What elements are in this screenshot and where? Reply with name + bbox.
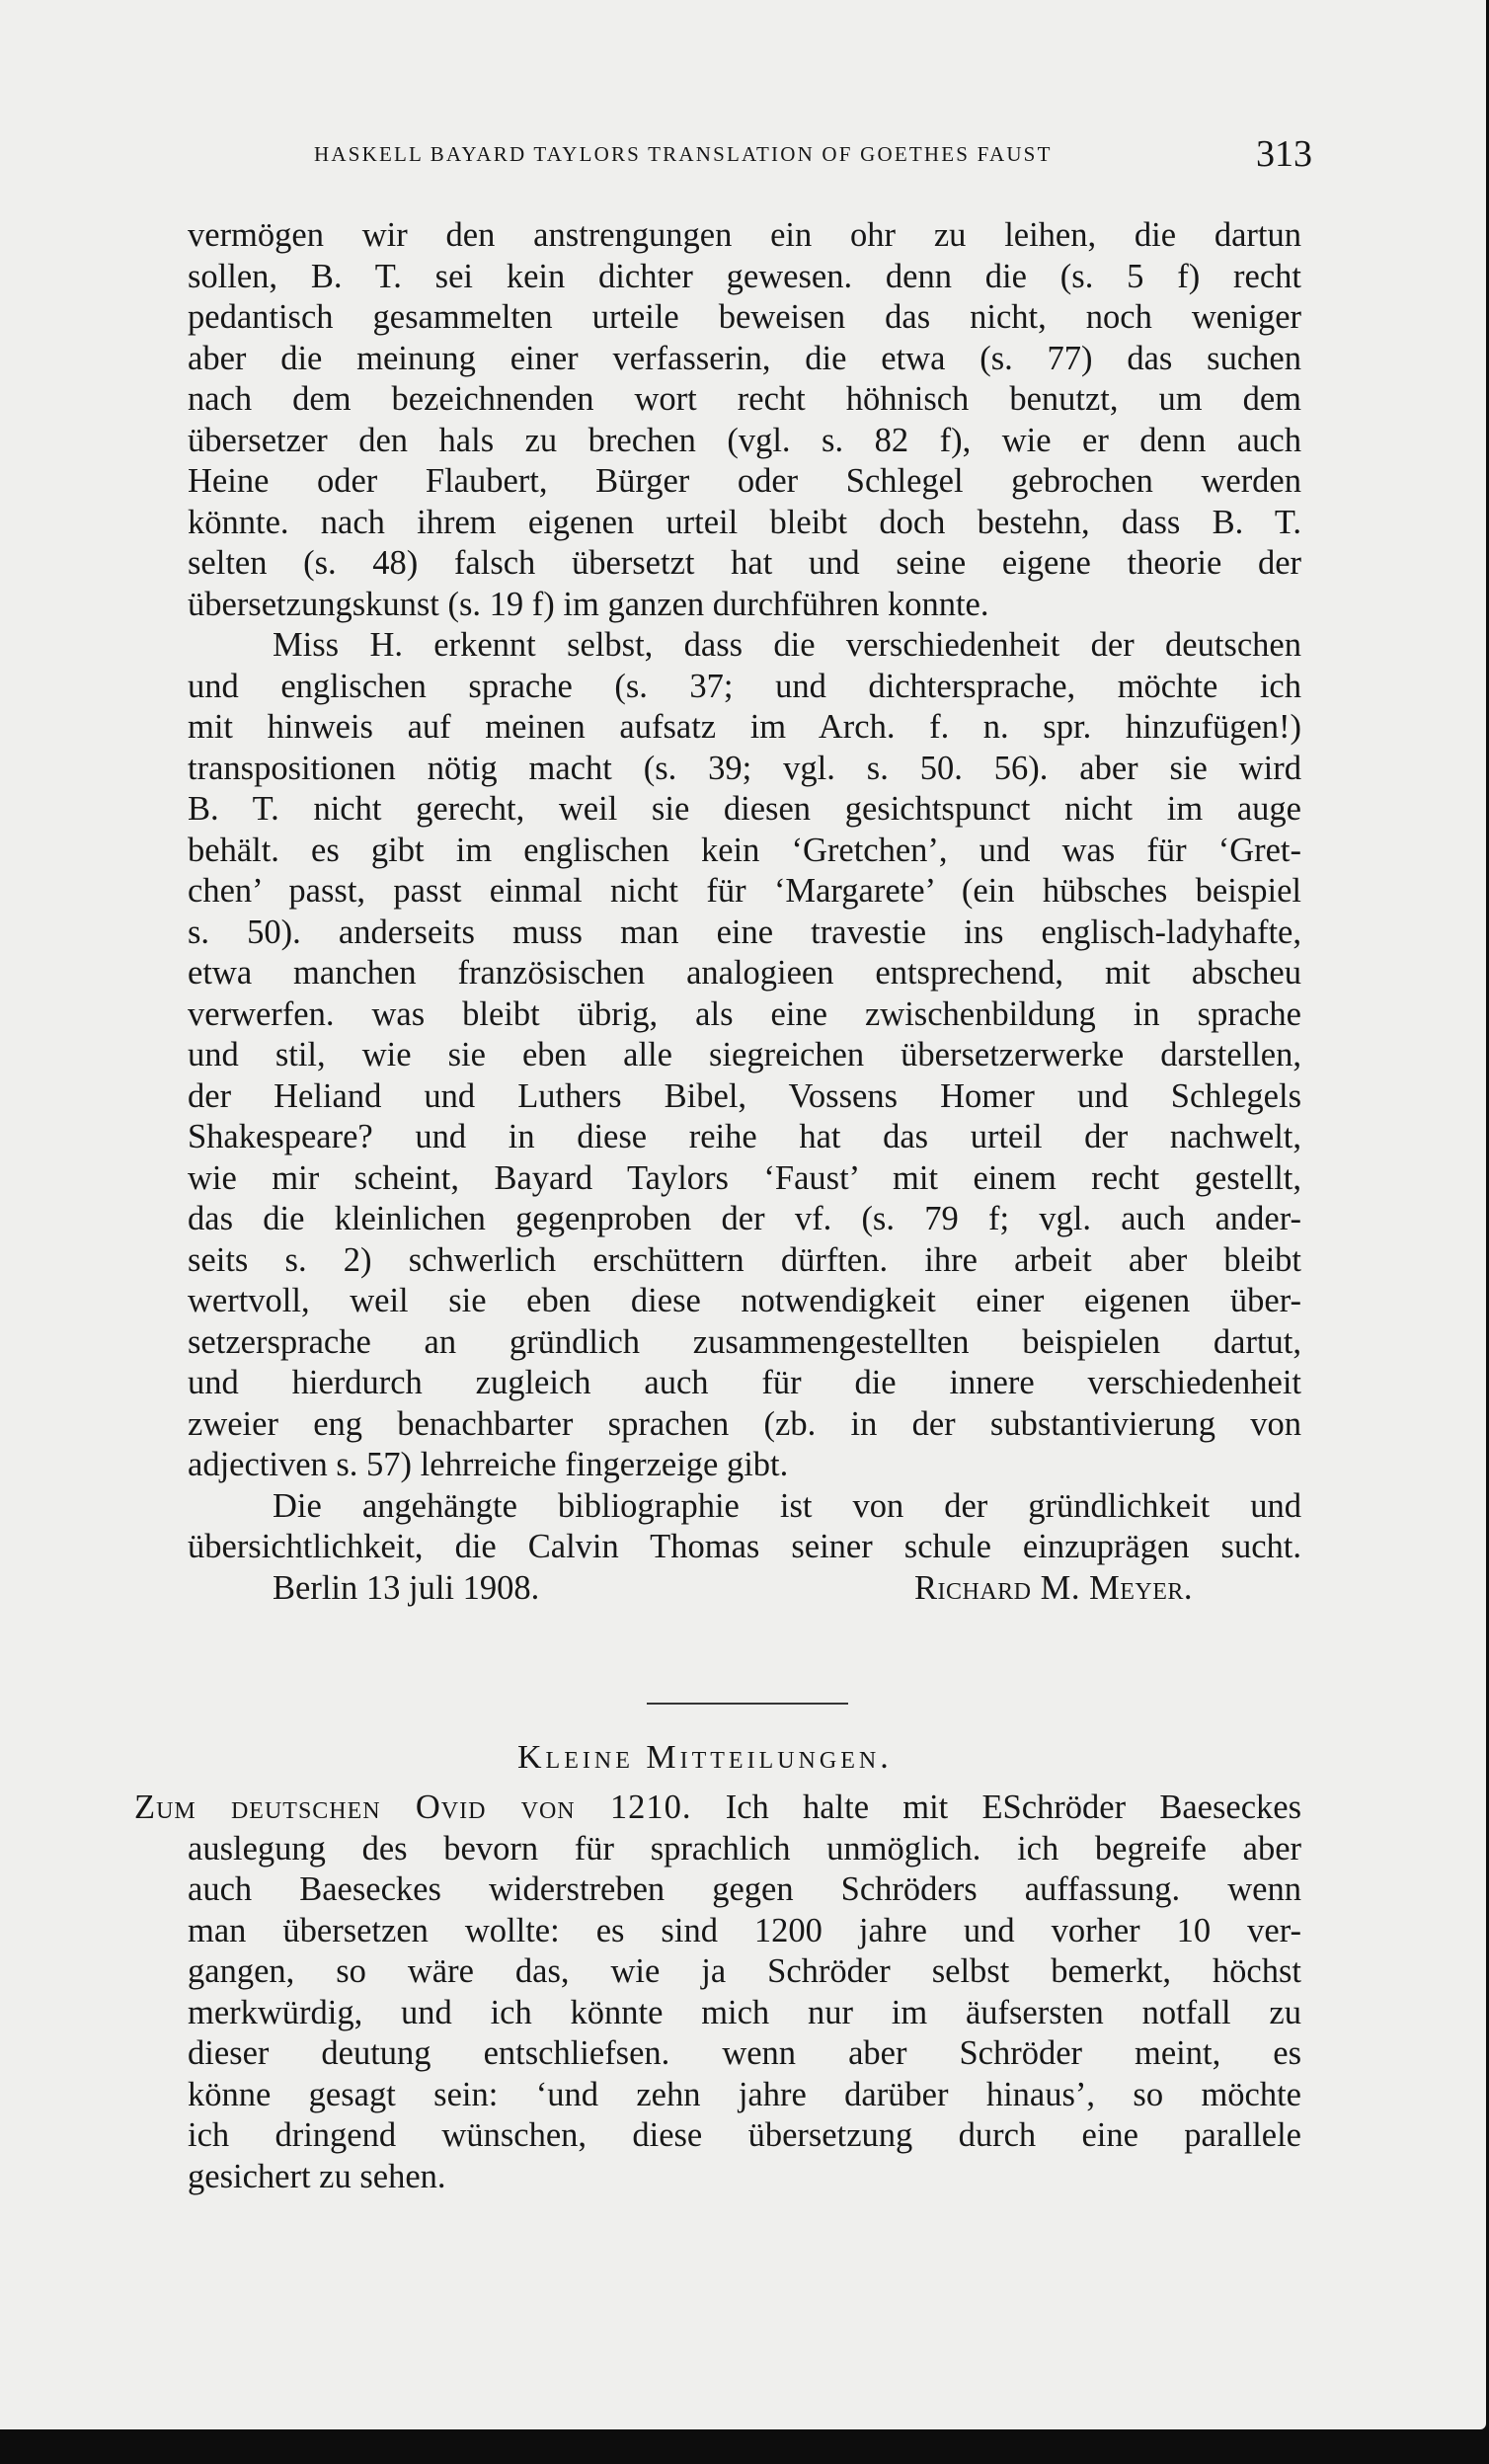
text-line: das die kleinlichen gegenproben der vf. (s. 79 f; vgl. auch ander- <box>188 1200 1301 1237</box>
text-line: übersetzer den hals zu brechen (vgl. s. 82 f), wie er denn auch <box>188 421 1301 459</box>
text-line: etwa manchen französischen analogieen entsprechend, mit abscheu <box>188 954 1301 992</box>
text-line: transpositionen nötig macht (s. 39; vgl. s. 50. 56). aber sie wird <box>188 749 1301 787</box>
text-line: man übersetzen wollte: es sind 1200 jahre und vorher 10 ver- <box>188 1911 1301 1949</box>
text-line: Heine oder Flaubert, Bürger oder Schlegel gebrochen werden <box>188 462 1301 500</box>
notice-first-line-text: Ich halte mit ESchröder Baeseckes <box>725 1788 1301 1826</box>
running-title: HASKELL BAYARD TAYLORS TRANSLATION OF GOETHES FAUST <box>314 142 1053 166</box>
text-line: sollen, B. T. sei kein dichter gewesen. denn die (s. 5 f) recht <box>188 257 1301 295</box>
text-line: ich dringend wünschen, diese übersetzung durch eine parallele <box>188 2116 1301 2154</box>
text-line: der Heliand und Luthers Bibel, Vossens Homer und Schlegels <box>188 1076 1301 1115</box>
text-line: übersetzungskunst (s. 19 f) im ganzen durchführen konnte. <box>188 585 989 623</box>
text-line: chen’ passt, passt einmal nicht für ‘Margarete’ (ein hübsches beispiel <box>188 872 1301 910</box>
text-line: selten (s. 48) falsch übersetzt hat und seine eigene theorie der <box>188 544 1301 582</box>
text-line: B. T. nicht gerecht, weil sie diesen gesichtspunct nicht im auge <box>188 790 1301 828</box>
notice-title: Zum deutschen Ovid von 1210. <box>134 1788 692 1826</box>
text-line: Die angehängte bibliographie ist von der gründlichkeit und <box>273 1486 1301 1525</box>
text-line: setzersprache an gründlich zusammengestellten beispielen dartut, <box>188 1322 1301 1361</box>
notice-first-line <box>134 1788 1301 1829</box>
review-text <box>188 215 1301 1609</box>
signature-author: Richard M. Meyer. <box>914 1568 1194 1607</box>
text-line: merkwürdig, und ich könnte mich nur im äufsersten notfall zu <box>188 1993 1301 2031</box>
text-line: Shakespeare? und in diese reihe hat das urteil der nachwelt, <box>188 1118 1301 1155</box>
text-line: pedantisch gesammelten urteile beweisen das nicht, noch weniger <box>188 298 1301 336</box>
text-line: wie mir scheint, Bayard Taylors ‘Faust’ mit einem recht gestellt, <box>188 1158 1301 1197</box>
text-line: dieser deutung entschliefsen. wenn aber Schröder meint, es <box>188 2034 1301 2072</box>
text-line: und stil, wie sie eben alle siegreichen übersetzerwerke darstellen, <box>188 1036 1301 1073</box>
text-line: gesichert zu sehen. <box>188 2157 446 2195</box>
text-line: zweier eng benachbarter sprachen (zb. in der substantivierung von <box>188 1404 1301 1443</box>
text-line: könnte. nach ihrem eigenen urteil bleibt doch bestehn, dass B. T. <box>188 503 1301 541</box>
notice-text <box>134 1788 1301 2197</box>
text-line: behält. es gibt im englischen kein ‘Gretchen’, und was für ‘Gret- <box>188 831 1301 869</box>
text-line: seits s. 2) schwerlich erschüttern dürften. ihre arbeit aber bleibt <box>188 1240 1301 1279</box>
text-line: könne gesagt sein: ‘und zehn jahre darüber hinaus’, so möchte <box>188 2075 1301 2113</box>
text-line: Miss H. erkennt selbst, dass die verschiedenheit der deutschen <box>273 626 1301 664</box>
text-line: vermögen wir den anstrengungen ein ohr zu leihen, die dartun <box>188 216 1301 254</box>
text-line: aber die meinung einer verfasserin, die etwa (s. 77) das suchen <box>188 339 1301 377</box>
text-line: und hierdurch zugleich auch für die innere verschiedenheit <box>188 1364 1301 1401</box>
page-number: 313 <box>1256 133 1312 175</box>
running-head <box>314 133 1312 176</box>
text-line: mit hinweis auf meinen aufsatz im Arch. f. n. spr. hinzufügen!) <box>188 708 1301 746</box>
section-heading: Kleine Mitteilungen. <box>517 1739 893 1776</box>
text-line: auslegung des bevorn für sprachlich unmöglich. ich begreife aber <box>188 1829 1301 1868</box>
text-line: auch Baeseckes widerstreben gegen Schröders auffassung. wenn <box>188 1870 1301 1908</box>
text-line: verwerfen. was bleibt übrig, als eine zwischenbildung in sprache <box>188 994 1301 1033</box>
signature-line <box>188 1568 1301 1610</box>
text-line: gangen, so wäre das, wie ja Schröder selbst bemerkt, höchst <box>188 1952 1301 1990</box>
text-line: adjectiven s. 57) lehrreiche fingerzeige gibt. <box>188 1446 789 1483</box>
text-line: und englischen sprache (s. 37; und dichtersprache, möchte ich <box>188 667 1301 705</box>
text-line: s. 50). anderseits muss man eine travestie ins englisch-ladyhafte, <box>188 913 1301 951</box>
text-line: wertvoll, weil sie eben diese notwendigkeit einer eigenen über- <box>188 1282 1301 1319</box>
text-line: nach dem bezeichnenden wort recht höhnisch benutzt, um dem <box>188 380 1301 418</box>
section-divider <box>647 1703 848 1705</box>
signature-place-date: Berlin 13 juli 1908. <box>273 1568 540 1607</box>
text-line: übersichtlichkeit, die Calvin Thomas seiner schule einzuprägen sucht. <box>188 1528 1301 1565</box>
